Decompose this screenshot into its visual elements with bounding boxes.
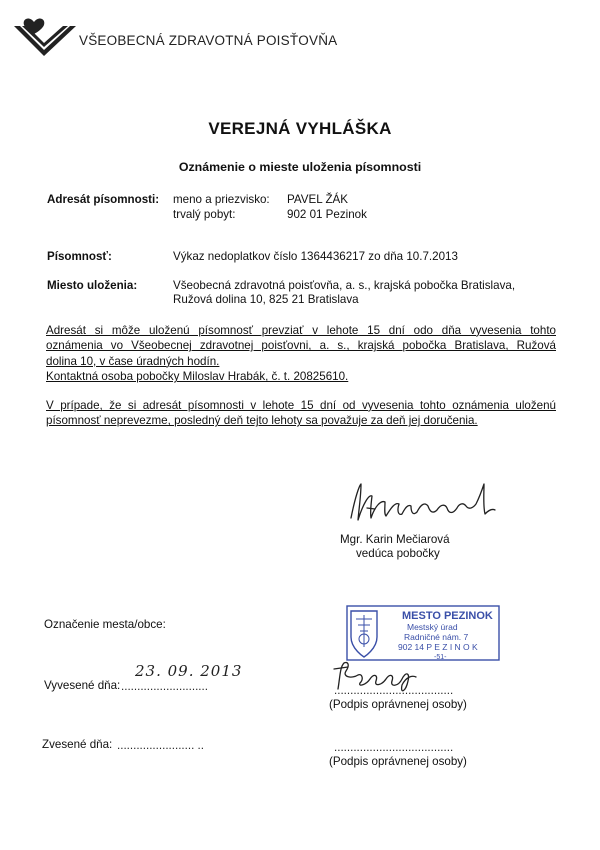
addressee-label: Adresát písomnosti:: [47, 193, 160, 206]
official-sig-dots-1: .....................................: [334, 684, 454, 697]
signatory-name: Mgr. Karin Mečiarová: [340, 533, 450, 546]
posted-label: Vyvesené dňa:: [44, 679, 121, 692]
name-label: meno a priezvisko:: [173, 193, 270, 206]
notice-p1-line-3: dolina 10, v čase úradných hodín.: [46, 354, 220, 368]
municipality-label: Označenie mesta/obce:: [44, 618, 166, 631]
posted-dots: ...........................: [121, 680, 208, 693]
handwritten-signature: [345, 478, 505, 528]
removed-label: Zvesené dňa:: [42, 738, 113, 751]
residence-value: 902 01 Pezinok: [287, 208, 367, 221]
stamp-line-1: MESTO PEZINOK: [402, 610, 493, 622]
official-sig-dots-2: .....................................: [334, 741, 454, 754]
vszp-logo-icon: [14, 16, 76, 56]
posted-date-handwritten: 23. 09. 2013: [135, 662, 243, 680]
removed-dots: ........................ ..: [117, 739, 204, 752]
residence-label: trvalý pobyt:: [173, 208, 236, 221]
item-value: Výkaz nedoplatkov číslo 1364436217 zo dňa 10.7.2013: [173, 250, 458, 263]
storage-label: Miesto uloženia:: [47, 279, 138, 292]
notice-p2-line-1: V prípade, že si adresát písomnosti v lehote 15 dní od vyvesenia tohto oznámenia uloženú: [46, 399, 556, 412]
item-label: Písomnosť:: [47, 250, 112, 263]
name-value: PAVEL ŽÁK: [287, 193, 348, 206]
official-sig-label-2: (Podpis oprávnenej osoby): [329, 755, 467, 768]
organization-name: VŠEOBECNÁ ZDRAVOTNÁ POISŤOVŇA: [79, 33, 338, 48]
notice-paragraph-2: [46, 398, 556, 429]
storage-line-2: Ružová dolina 10, 825 21 Bratislava: [173, 293, 359, 306]
signatory-role: vedúca pobočky: [356, 547, 440, 560]
official-sig-label-1: (Podpis oprávnenej osoby): [329, 698, 467, 711]
stamp-line-2: Mestský úrad: [407, 622, 458, 632]
stamp-line-3: Radničné nám. 7: [404, 632, 469, 642]
notice-p1-line-1: Adresát si môže uloženú písomnosť prevziať v lehote 15 dní odo dňa vyvesenia tohto: [46, 324, 556, 337]
stamp-line-5: -51-: [434, 654, 447, 661]
document-subtitle: Oznámenie o mieste uloženia písomnosti: [178, 160, 422, 174]
storage-line-1: Všeobecná zdravotná poisťovňa, a. s., krajská pobočka Bratislava,: [173, 279, 516, 292]
notice-p1-line-2: oznámenia vo Všeobecnej zdravotnej poisťovni, a. s., krajská pobočka Bratislava, Ružová: [46, 339, 556, 353]
notice-p1-line-4: Kontaktná osoba pobočky Miloslav Hrabák, č. t. 20825610.: [46, 370, 349, 384]
stamp-line-4: 902 14 P E Z I N O K: [398, 642, 478, 652]
document-title: VEREJNÁ VYHLÁŠKA: [208, 119, 392, 138]
notice-p2-line-2: písomnosť neprevezme, posledný deň tejto lehoty sa považuje za deň jej doručenia.: [46, 414, 478, 428]
notice-paragraph-1: [46, 323, 556, 385]
